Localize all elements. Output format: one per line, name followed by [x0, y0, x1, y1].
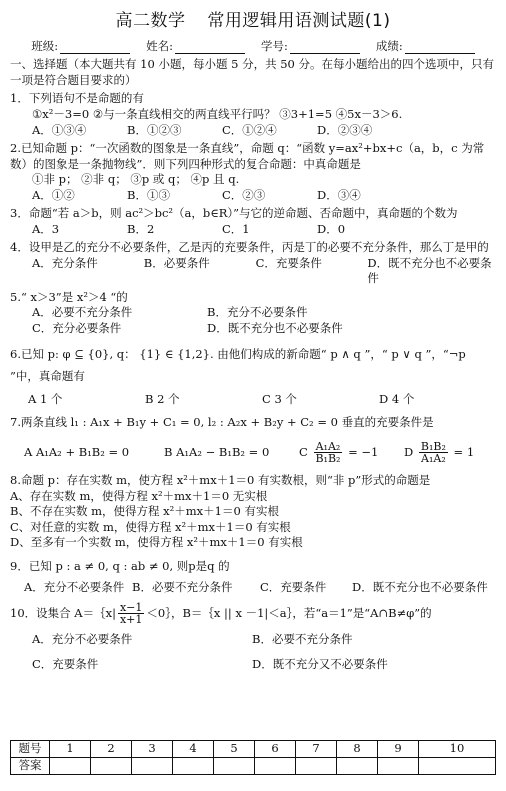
answer-number-4: 4 — [173, 741, 214, 758]
answer-cell-4[interactable] — [173, 758, 214, 775]
q7-option-d-tail: = 1 — [453, 444, 475, 459]
name-field[interactable] — [146, 39, 245, 55]
question-9 — [10, 559, 496, 596]
q6-options — [10, 392, 496, 408]
q1-options — [10, 123, 496, 139]
question-7 — [10, 415, 496, 465]
q5-stem: 5.“ x＞3”是 x²＞4 “的 — [10, 289, 128, 304]
id-field[interactable] — [261, 39, 360, 55]
answer-table-header-row — [11, 741, 496, 758]
q5-options-row2 — [10, 321, 496, 337]
q2-options — [10, 188, 496, 204]
q4-stem: 4．设甲是乙的充分不必要条件，乙是丙的充要条件，丙是丁的必要不充分条件，那么丁是甲的 — [10, 240, 489, 255]
answer-cell-2[interactable] — [91, 758, 132, 775]
title-sub: 常用逻辑用语测试题(1) — [207, 11, 391, 31]
q10-stem — [10, 602, 496, 626]
question-1 — [10, 91, 496, 138]
answer-number-9: 9 — [378, 741, 419, 758]
class-field[interactable] — [31, 39, 130, 55]
q8-stem: 8.命题 p：存在实数 m，使方程 x²＋mx＋1＝0 有实数根，则“非 p”形式的命题是 — [10, 473, 431, 488]
answer-cell-9[interactable] — [378, 758, 419, 775]
q8-option-d[interactable]: D、至多有一个实数 m，使得方程 x²＋mx＋1＝0 有实根 — [10, 535, 303, 550]
q9-option-c[interactable]: C．充要条件 — [260, 580, 327, 595]
score-blank[interactable] — [405, 41, 475, 54]
q4-option-b[interactable]: B．必要条件 — [143, 255, 210, 270]
question-8 — [10, 473, 496, 551]
q9-option-d[interactable]: D．既不充分也不必要条件 — [352, 580, 488, 595]
q4-option-a[interactable]: A．充分条件 — [32, 255, 98, 270]
q6-option-a[interactable]: A 1 个 — [28, 391, 63, 406]
answer-cell-7[interactable] — [296, 758, 337, 775]
q9-options — [10, 580, 496, 596]
q6-option-b[interactable]: B 2 个 — [145, 391, 180, 406]
page-title — [10, 10, 496, 33]
answer-table-answer-row — [11, 758, 496, 775]
q8-option-b[interactable]: B、不存在实数 m，使得方程 x²＋mx＋1＝0 有实根 — [10, 504, 279, 519]
q8-option-c[interactable]: C、对任意的实数 m，使得方程 x²＋mx＋1＝0 有实根 — [10, 519, 291, 534]
answer-table-answer-head: 答案 — [11, 758, 50, 775]
answer-number-3: 3 — [132, 741, 173, 758]
question-4 — [10, 240, 496, 287]
q7-option-c-label: C — [299, 444, 308, 459]
answer-number-7: 7 — [296, 741, 337, 758]
q10-options-row2 — [10, 657, 496, 673]
q5-option-c[interactable]: C．充分必要条件 — [32, 320, 122, 335]
q1-stem: 1．下列语句不是命题的有 — [10, 91, 144, 106]
student-info — [10, 39, 496, 55]
q7-option-c-den: B₁B₂ — [315, 452, 341, 466]
q7-option-d-den: A₁A₂ — [421, 452, 446, 466]
q2-items: ①非 p； ②非 q； ③p 或 q； ④p 且 q. — [32, 172, 240, 187]
q1-option-c[interactable]: C．①②④ — [222, 122, 277, 137]
q7-option-a[interactable]: A A₁A₂ + B₁B₂ = 0 — [24, 445, 130, 460]
answer-number-2: 2 — [91, 741, 132, 758]
q10-frac-num: x−1 — [119, 600, 143, 614]
answer-cell-5[interactable] — [214, 758, 255, 775]
q10-stem-pre: 10．设集合 A＝｛x| — [10, 605, 116, 620]
q7-option-d[interactable] — [404, 441, 474, 465]
answer-number-8: 8 — [337, 741, 378, 758]
q10-fraction — [118, 602, 144, 626]
q5-option-b[interactable]: B．充分不必要条件 — [207, 305, 308, 320]
q2-option-d[interactable]: D．③④ — [317, 187, 361, 202]
q1-option-d[interactable]: D．②③④ — [317, 122, 373, 137]
id-label: 学号: — [261, 38, 288, 53]
answer-number-5: 5 — [214, 741, 255, 758]
q3-option-b[interactable]: B．2 — [127, 221, 155, 236]
id-blank[interactable] — [290, 41, 360, 54]
q7-option-c[interactable] — [299, 441, 404, 465]
q2-option-a[interactable]: A．①② — [32, 187, 75, 202]
q9-option-a[interactable]: A．充分不必要条件 — [24, 580, 125, 595]
q7-option-d-num: B₁B₂ — [420, 439, 446, 453]
q3-option-d[interactable]: D．0 — [317, 221, 346, 236]
q4-option-d[interactable]: D．既不充分也不必要条件 — [367, 255, 492, 286]
q7-option-c-fraction — [313, 441, 342, 465]
class-blank[interactable] — [60, 41, 130, 54]
q1-items: ①x²－3=0 ②与一条直线相交的两直线平行吗？ ③3+1=5 ④5x－3＞6. — [32, 107, 403, 121]
answer-number-6: 6 — [255, 741, 296, 758]
q10-option-a[interactable]: A．充分不必要条件 — [32, 631, 133, 646]
q6-option-d[interactable]: D 4 个 — [379, 391, 415, 406]
q2-stem: 2.已知命题 p：“一次函数的图象是一条直线”，命题 q：“函数 y=ax²+bx+c（a，b，c 为常数）的图象是一条抛物线”．则下列四种形式的复合命题：中真命题是 — [10, 141, 485, 171]
q3-options — [10, 222, 496, 238]
question-10 — [10, 602, 496, 673]
q1-option-a[interactable]: A．①③④ — [32, 122, 87, 137]
q7-option-b[interactable]: B A₁A₂ − B₁B₂ = 0 — [164, 445, 270, 460]
q7-option-d-fraction — [419, 441, 448, 465]
question-2 — [10, 141, 496, 203]
q9-option-b[interactable]: B．必要不充分条件 — [132, 580, 233, 595]
q7-option-c-num: A₁A₂ — [315, 439, 341, 453]
q7-option-c-tail: = −1 — [348, 444, 379, 459]
q7-stem: 7.两条直线 l₁ : A₁x + B₁y + C₁ = 0, l₂ : A₂x + B₂y + C₂ = 0 垂直的充要条件是 — [10, 415, 434, 430]
answer-number-10: 10 — [419, 741, 496, 758]
title-main: 高二数学 — [115, 11, 186, 31]
q2-option-c[interactable]: C．②③ — [222, 187, 266, 202]
question-5 — [10, 290, 496, 337]
name-blank[interactable] — [175, 41, 245, 54]
q10-stem-post: ＜0｝，B＝｛x || x －1|＜a｝，若“a＝1”是“A∩B≠φ”的 — [146, 605, 432, 620]
q5-options-row1 — [10, 305, 496, 321]
q7-options — [10, 441, 496, 465]
q5-option-a[interactable]: A．必要不充分条件 — [32, 305, 133, 320]
q10-options-row1 — [10, 632, 496, 648]
q10-frac-den: x+1 — [119, 613, 143, 627]
q6-stem: 6.已知 p: φ ⊆ {0}, q： {1} ∈ {1,2}. 由他们构成的新命题“ p ∧ q ”，“ p ∨ q ”，“¬p ”中，真命题有 — [10, 347, 466, 384]
q10-option-d[interactable]: D．既不充分又不必要条件 — [252, 657, 388, 672]
q6-option-c[interactable]: C 3 个 — [262, 391, 297, 406]
answer-cell-10[interactable] — [419, 758, 496, 775]
answer-cell-8[interactable] — [337, 758, 378, 775]
q8-option-a[interactable]: A、存在实数 m，使得方程 x²＋mx＋1＝0 无实根 — [10, 488, 268, 503]
answer-cell-6[interactable] — [255, 758, 296, 775]
q3-option-c[interactable]: C．1 — [222, 221, 250, 236]
q1-option-b[interactable]: B．①②③ — [127, 122, 182, 137]
q9-stem: 9．已知 p : a ≠ 0, q : ab ≠ 0, 则p是q 的 — [10, 558, 230, 573]
q7-option-d-label: D — [404, 444, 414, 459]
q3-option-a[interactable]: A．3 — [32, 221, 60, 236]
q5-option-d[interactable]: D．既不充分也不必要条件 — [207, 320, 343, 335]
answer-cell-3[interactable] — [132, 758, 173, 775]
q4-options — [10, 256, 496, 287]
answer-table-number-head: 题号 — [11, 741, 50, 758]
name-label: 姓名: — [146, 38, 173, 53]
score-label: 成绩: — [375, 38, 403, 53]
answer-table — [10, 740, 496, 775]
q10-option-c[interactable]: C．充要条件 — [32, 657, 99, 672]
q4-option-c[interactable]: C．充要条件 — [255, 255, 322, 270]
q2-option-b[interactable]: B．①③ — [127, 187, 170, 202]
class-label: 班级: — [31, 38, 59, 53]
q3-stem: 3．命题“若 a＞b，则 ac²＞bc²（a，b∈R）”与它的逆命题、否命题中，真命题的个数为 — [10, 206, 458, 221]
answer-number-1: 1 — [50, 741, 91, 758]
answer-cell-1[interactable] — [50, 758, 91, 775]
question-6 — [10, 344, 496, 407]
q10-option-b[interactable]: B．必要不充分条件 — [252, 631, 353, 646]
section-heading: 一、选择题（本大题共有 10 小题，每小题 5 分，共 50 分。在每小题给出的四个选项中，只有一项是符合题目要求的） — [10, 57, 495, 87]
score-field[interactable] — [376, 39, 475, 55]
question-3 — [10, 206, 496, 237]
